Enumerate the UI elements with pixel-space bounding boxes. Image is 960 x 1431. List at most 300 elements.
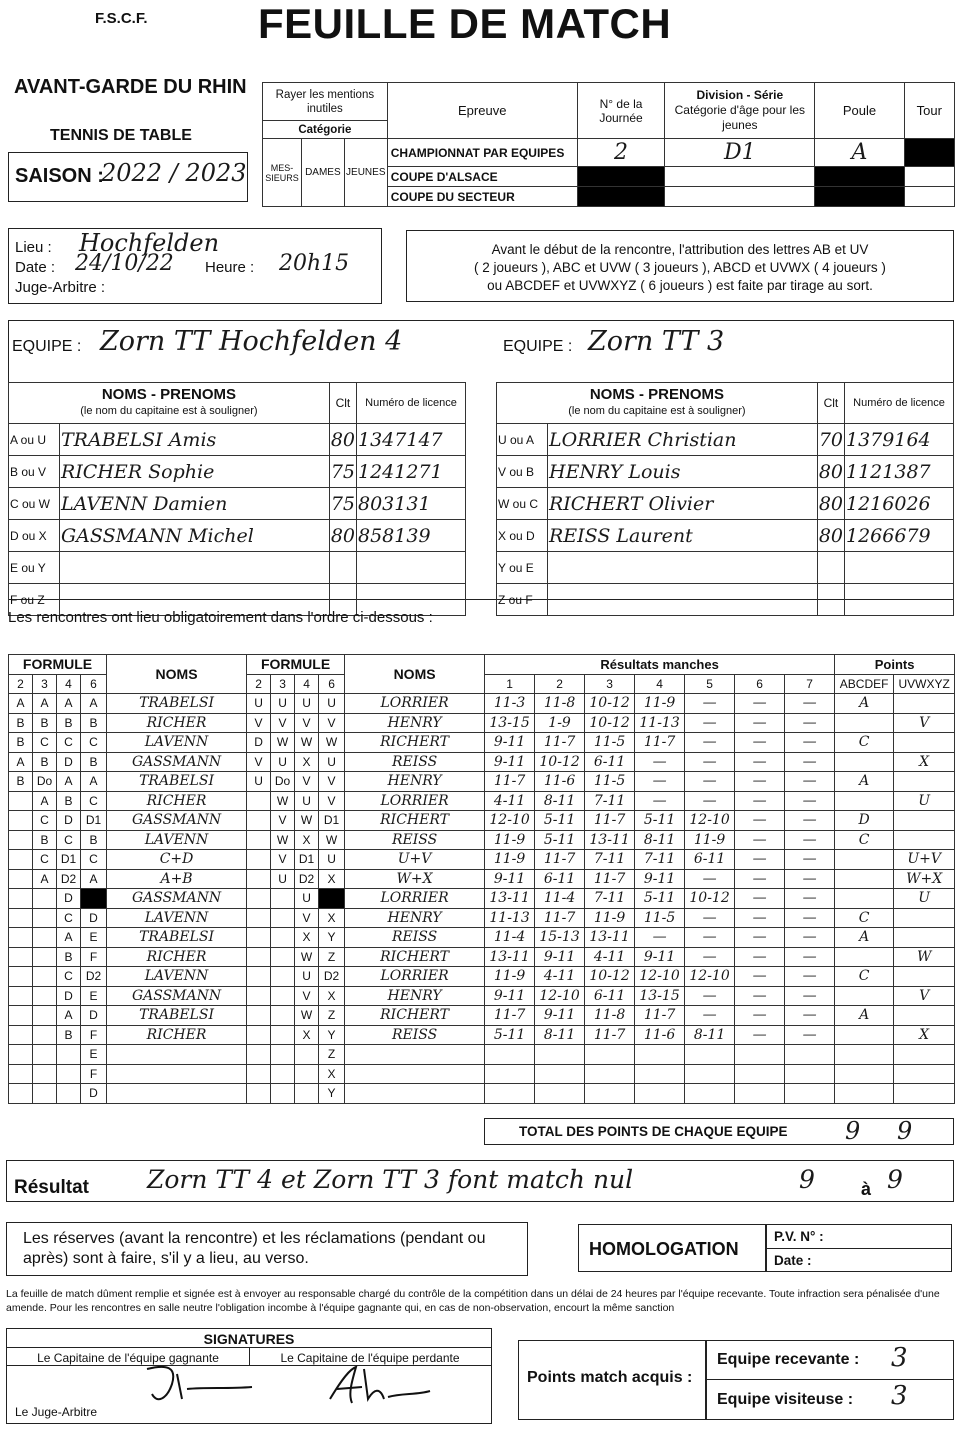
set-score: 13-11: [585, 830, 635, 850]
formule-letter: W: [271, 791, 295, 811]
player-name: HENRY Louis: [548, 456, 818, 488]
away-point-mark: U+V: [894, 850, 955, 870]
away-point-mark: [894, 928, 955, 948]
set-score: 11-9: [585, 908, 635, 928]
set-score: —: [685, 869, 735, 889]
formule-letter: [9, 1045, 33, 1065]
set-score: 12-10: [485, 811, 535, 831]
formule-col: 6: [319, 674, 345, 694]
set-score: 8-11: [685, 1025, 735, 1045]
reserves-text: Les réserves (avant la rencontre) et les réclamations (pendant ou après) sont à faire, s'il y a lieu, au verso.: [23, 1230, 486, 1267]
formule-letter: B: [9, 733, 33, 753]
match-row: [9, 1084, 955, 1104]
formule-letter: U: [295, 967, 319, 987]
formule-letter: [33, 1064, 57, 1084]
formule-letter: Do: [271, 772, 295, 792]
set-score: 13-11: [585, 928, 635, 948]
jeunes-label: JEUNES: [344, 139, 387, 207]
noms-header: NOMS - PRENOMS: [589, 386, 724, 403]
formule-letter: D1: [295, 850, 319, 870]
formule-letter: [57, 1064, 81, 1084]
formule-letter: [247, 1064, 271, 1084]
player-name: GASSMANN Michel: [60, 520, 330, 552]
formule-letter: [33, 986, 57, 1006]
formule-letter: [247, 1084, 271, 1104]
set-score: 12-10: [685, 967, 735, 987]
epreuve-header: Epreuve: [387, 83, 577, 139]
categorie-label: Catégorie: [263, 121, 388, 139]
formule-letter: E: [81, 986, 107, 1006]
away-player-name: LORRIER: [345, 967, 485, 987]
formule-letter: W: [271, 830, 295, 850]
home-point-mark: A: [835, 694, 894, 714]
set-score: 6-11: [585, 986, 635, 1006]
set-score: [585, 1045, 635, 1065]
blackout-cell: [577, 187, 665, 207]
player-licence: 1216026: [845, 488, 954, 520]
formule-letter: U: [271, 694, 295, 714]
points-header: Points: [835, 655, 955, 675]
formule-letter: U: [295, 694, 319, 714]
away-player-name: U+V: [345, 850, 485, 870]
formule-letter: [271, 1064, 295, 1084]
home-point-mark: A: [835, 772, 894, 792]
away-player-name: [345, 1084, 485, 1104]
set-score: 11-8: [585, 1006, 635, 1026]
set-score: 7-11: [585, 791, 635, 811]
set-score: —: [785, 869, 835, 889]
set-score: 11-7: [585, 811, 635, 831]
formule-letter: X: [295, 1025, 319, 1045]
set-score: 11-5: [635, 908, 685, 928]
set-score: —: [635, 772, 685, 792]
formule-letter: U: [271, 752, 295, 772]
formule-letter: V: [247, 752, 271, 772]
set-score: 12-10: [635, 967, 685, 987]
set-score: [735, 1064, 785, 1084]
match-row: [9, 986, 955, 1006]
home-player-name: TRABELSI: [107, 694, 247, 714]
home-player-name: LAVENN: [107, 908, 247, 928]
home-point-mark: C: [835, 830, 894, 850]
set-score: 13-15: [485, 713, 535, 733]
formule-letter: E: [81, 928, 107, 948]
player-name: LAVENN Damien: [60, 488, 330, 520]
player-clt: 80: [817, 488, 844, 520]
formule-letter: W: [295, 733, 319, 753]
formule-letter: B: [81, 713, 107, 733]
formule-letter: [33, 1006, 57, 1026]
set-score: [735, 1084, 785, 1104]
home-player-name: C+D: [107, 850, 247, 870]
referee-label: Le Juge-Arbitre: [15, 1405, 98, 1419]
formule-letter: X: [319, 908, 345, 928]
player-licence: 1347147: [357, 424, 466, 456]
capitaine-note: (le nom du capitaine est à souligner): [568, 405, 746, 417]
player-name: REISS Laurent: [548, 520, 818, 552]
player-name: TRABELSI Amis: [60, 424, 330, 456]
set-score: 11-13: [485, 908, 535, 928]
match-row: [9, 889, 955, 909]
set-score: 11-7: [635, 1006, 685, 1026]
away-player-name: [345, 1064, 485, 1084]
formule-letter: A: [9, 752, 33, 772]
player-slot: E ou Y: [9, 552, 60, 584]
home-player-name: TRABELSI: [107, 928, 247, 948]
epreuve-championnat: CHAMPIONNAT PAR EQUIPES: [387, 139, 577, 167]
season-label: SAISON :: [15, 165, 104, 187]
clt-header: Clt: [817, 383, 844, 424]
away-point-mark: [894, 772, 955, 792]
set-score: —: [785, 752, 835, 772]
set-col: 6: [735, 674, 785, 694]
set-score: 11-7: [635, 733, 685, 753]
away-point-mark: W: [894, 947, 955, 967]
date-label: Date :: [15, 259, 56, 276]
formule-letter: D2: [81, 967, 107, 987]
division-header: Division - Série Catégorie d'âge pour les jeunes: [665, 83, 815, 139]
set-score: 11-7: [585, 869, 635, 889]
formule-letter: D1: [81, 811, 107, 831]
formule-letter: [9, 1084, 33, 1104]
formule-letter: U: [247, 772, 271, 792]
set-score: —: [785, 986, 835, 1006]
formule-letter: C: [81, 733, 107, 753]
set-score: —: [785, 850, 835, 870]
formule-letter: F: [81, 1064, 107, 1084]
home-point-mark: [835, 850, 894, 870]
set-col: 1: [485, 674, 535, 694]
result-text: Zorn TT 4 et Zorn TT 3 font match nul: [147, 1165, 634, 1194]
set-score: 11-9: [635, 694, 685, 714]
set-score: 5-11: [485, 1025, 535, 1045]
formule-letter: W: [319, 830, 345, 850]
formule-letter: [271, 967, 295, 987]
home-point-mark: D: [835, 811, 894, 831]
home-player-name: LAVENN: [107, 967, 247, 987]
player-licence: [357, 552, 466, 584]
formule-letter: [247, 830, 271, 850]
formule-letter: [9, 1064, 33, 1084]
formule-letter: U: [319, 752, 345, 772]
formule-letter: E: [81, 1045, 107, 1065]
reserves-box: [6, 1222, 528, 1276]
set-score: 5-11: [535, 811, 585, 831]
formule-col: 2: [9, 674, 33, 694]
formule-col: 2: [247, 674, 271, 694]
formule-letter: [271, 908, 295, 928]
formule-header-home: FORMULE: [9, 655, 107, 675]
capitaine-note: (le nom du capitaine est à souligner): [80, 405, 258, 417]
set-score: —: [635, 928, 685, 948]
formule-letter: V: [319, 713, 345, 733]
formule-letter: B: [9, 713, 33, 733]
formule-letter: U: [271, 869, 295, 889]
set-score: 11-4: [535, 889, 585, 909]
player-slot: Z ou F: [497, 584, 548, 616]
home-point-mark: A: [835, 928, 894, 948]
formule-letter: C: [33, 733, 57, 753]
home-player-name: GASSMANN: [107, 811, 247, 831]
formule-letter: B: [33, 713, 57, 733]
formule-letter: X: [295, 830, 319, 850]
home-player-name: TRABELSI: [107, 1006, 247, 1026]
set-score: —: [785, 889, 835, 909]
set-score: 7-11: [635, 850, 685, 870]
set-score: 9-11: [535, 1006, 585, 1026]
formule-letter: [247, 1006, 271, 1026]
away-player-name: HENRY: [345, 713, 485, 733]
player-slot: B ou V: [9, 456, 60, 488]
formule-letter: [247, 947, 271, 967]
formule-letter: [9, 1006, 33, 1026]
formule-letter: A: [81, 694, 107, 714]
formule-letter: [247, 869, 271, 889]
set-score: 5-11: [535, 830, 585, 850]
total-away: 9: [897, 1117, 913, 1145]
signatures-box: [6, 1328, 492, 1424]
epreuve-coupe-alsace: COUPE D'ALSACE: [387, 167, 577, 187]
set-score: 13-11: [485, 889, 535, 909]
away-point-mark: U: [894, 791, 955, 811]
formule-letter: A: [57, 1006, 81, 1026]
set-score: —: [735, 967, 785, 987]
match-row: [9, 733, 955, 753]
result-score-away: 9: [887, 1165, 903, 1194]
home-player-name: RICHER: [107, 713, 247, 733]
formule-letter: B: [57, 713, 81, 733]
player-name: LORRIER Christian: [548, 424, 818, 456]
loser-captain-label: Le Capitaine de l'équipe perdante: [280, 1351, 460, 1365]
player-licence: 1241271: [357, 456, 466, 488]
formule-letter: D: [81, 1006, 107, 1026]
away-point-mark: W+X: [894, 869, 955, 889]
federation-label: F.S.C.F.: [95, 10, 148, 27]
away-player-name: RICHERT: [345, 733, 485, 753]
home-player-name: LAVENN: [107, 733, 247, 753]
set-score: 8-11: [635, 830, 685, 850]
match-row: [9, 1045, 955, 1065]
player-slot: Y ou E: [497, 552, 548, 584]
player-clt: [817, 584, 844, 616]
set-score: [685, 1045, 735, 1065]
blackout-cell: [815, 167, 904, 187]
set-score: [635, 1064, 685, 1084]
away-point-mark: [894, 733, 955, 753]
formule-letter: W: [319, 733, 345, 753]
set-score: —: [735, 1006, 785, 1026]
player-licence: 858139: [357, 520, 466, 552]
formule-letter: [9, 791, 33, 811]
formule-letter: [247, 889, 271, 909]
set-score: —: [785, 928, 835, 948]
noms-header: NOMS - PRENOMS: [101, 386, 236, 403]
formule-letter: D1: [319, 811, 345, 831]
formule-col: 4: [57, 674, 81, 694]
formule-letter: B: [81, 830, 107, 850]
formule-col: 6: [81, 674, 107, 694]
player-clt: [329, 552, 356, 584]
notice-line-3: ou ABCDEF et UVWXYZ ( 6 joueurs ) est faite par tirage au sort.: [487, 278, 873, 293]
home-point-mark: C: [835, 908, 894, 928]
formule-letter: Z: [319, 1006, 345, 1026]
set-score: 15-13: [535, 928, 585, 948]
set-col: 7: [785, 674, 835, 694]
formule-letter: A: [81, 772, 107, 792]
away-player-name: [345, 1045, 485, 1065]
formule-letter: A: [81, 869, 107, 889]
player-clt: 80: [817, 456, 844, 488]
result-label: Résultat: [14, 1177, 89, 1198]
formule-letter: [9, 869, 33, 889]
blackout-cell: [81, 889, 107, 909]
away-point-mark: X: [894, 752, 955, 772]
set-score: 5-11: [635, 811, 685, 831]
season-box: [8, 152, 248, 202]
home-point-mark: [835, 752, 894, 772]
set-col: 3: [585, 674, 635, 694]
away-team-name: Zorn TT 3: [588, 326, 725, 357]
set-score: —: [735, 947, 785, 967]
date-value: 24/10/22: [75, 251, 174, 276]
set-score: 11-3: [485, 694, 535, 714]
set-score: —: [685, 928, 735, 948]
player-name: RICHERT Olivier: [548, 488, 818, 520]
set-score: —: [685, 694, 735, 714]
set-score: —: [735, 889, 785, 909]
formule-letter: [9, 967, 33, 987]
formule-letter: C: [81, 850, 107, 870]
home-equipe-label: EQUIPE :: [12, 338, 82, 355]
away-point-mark: [894, 1064, 955, 1084]
set-score: [685, 1084, 735, 1104]
home-points-value: 3: [891, 1343, 908, 1373]
set-score: 6-11: [585, 752, 635, 772]
set-score: 11-4: [485, 928, 535, 948]
set-score: 11-7: [535, 850, 585, 870]
home-point-mark: [835, 713, 894, 733]
match-row: [9, 869, 955, 889]
home-point-mark: [835, 1025, 894, 1045]
away-player-name: HENRY: [345, 908, 485, 928]
match-row: [9, 772, 955, 792]
formule-letter: V: [271, 713, 295, 733]
blackout-cell: [319, 889, 345, 909]
player-clt: [817, 552, 844, 584]
formule-letter: X: [295, 928, 319, 948]
points-match-box: [518, 1340, 954, 1420]
formule-letter: A: [33, 694, 57, 714]
formule-letter: [247, 928, 271, 948]
formule-letter: [9, 947, 33, 967]
formule-letter: [247, 986, 271, 1006]
formule-letter: W: [295, 947, 319, 967]
match-row: [9, 811, 955, 831]
formule-letter: D: [81, 908, 107, 928]
formule-letter: V: [271, 850, 295, 870]
formule-letter: [271, 889, 295, 909]
set-score: 11-5: [585, 733, 635, 753]
player-name: [548, 584, 818, 616]
home-player-name: LAVENN: [107, 830, 247, 850]
player-clt: 75: [329, 488, 356, 520]
formule-letter: [271, 1084, 295, 1104]
player-name: [548, 552, 818, 584]
home-point-mark: C: [835, 967, 894, 987]
tour-header: Tour: [904, 83, 954, 139]
set-score: 8-11: [535, 1025, 585, 1045]
formule-letter: V: [271, 811, 295, 831]
player-clt: 80: [329, 520, 356, 552]
set-score: —: [635, 752, 685, 772]
formule-letter: X: [295, 752, 319, 772]
formule-letter: [9, 928, 33, 948]
away-player-name: RICHERT: [345, 947, 485, 967]
fine-print: La feuille de match dûment remplie et signée est à envoyer au responsable chargé du contrôle de la compétition dans un délai de 24 heures par l'équipe recevante. Toute infraction sera pénalisée d'une amende. Pour les rencontres en salle neutre l'obligation incombe à l'équipe gagnante qui, en cas de non-observation, encourt la même sanction: [6, 1288, 940, 1314]
set-score: 12-10: [685, 811, 735, 831]
match-row: [9, 1025, 955, 1045]
set-score: —: [785, 694, 835, 714]
away-player-name: HENRY: [345, 986, 485, 1006]
formule-letter: B: [81, 752, 107, 772]
formule-letter: V: [295, 908, 319, 928]
total-home: 9: [845, 1117, 861, 1145]
formule-letter: C: [57, 830, 81, 850]
set-score: 11-6: [635, 1025, 685, 1045]
formule-letter: D: [81, 1084, 107, 1104]
set-score: 4-11: [535, 967, 585, 987]
set-score: 6-11: [535, 869, 585, 889]
formule-letter: [247, 967, 271, 987]
formule-letter: Do: [33, 772, 57, 792]
formule-letter: Y: [319, 1084, 345, 1104]
formule-letter: [57, 1045, 81, 1065]
formule-letter: [9, 986, 33, 1006]
signatures-title: SIGNATURES: [203, 1331, 295, 1347]
messieurs-label: MES-SIEURS: [263, 139, 302, 207]
set-score: [735, 1045, 785, 1065]
poule-value: A: [815, 139, 904, 167]
away-point-mark: V: [894, 986, 955, 1006]
heure-label: Heure :: [205, 259, 255, 276]
home-player-name: GASSMANN: [107, 889, 247, 909]
match-row: [9, 791, 955, 811]
journee-header: N° de la Journée: [577, 83, 665, 139]
set-score: 9-11: [535, 947, 585, 967]
formule-letter: B: [57, 947, 81, 967]
set-score: [485, 1084, 535, 1104]
home-point-mark: [835, 1084, 894, 1104]
formule-letter: U: [295, 791, 319, 811]
set-score: 6-11: [685, 850, 735, 870]
player-slot: X ou D: [497, 520, 548, 552]
home-player-name: A+B: [107, 869, 247, 889]
match-row: [9, 850, 955, 870]
set-score: —: [685, 947, 735, 967]
set-score: 11-6: [535, 772, 585, 792]
set-score: 11-7: [585, 1025, 635, 1045]
set-score: 11-13: [635, 713, 685, 733]
set-score: —: [735, 772, 785, 792]
home-player-name: RICHER: [107, 791, 247, 811]
player-slot: W ou C: [497, 488, 548, 520]
formule-letter: [247, 1045, 271, 1065]
set-score: —: [785, 772, 835, 792]
formule-letter: C: [33, 850, 57, 870]
formule-letter: B: [57, 791, 81, 811]
formule-letter: D: [57, 986, 81, 1006]
formule-letter: [271, 1006, 295, 1026]
